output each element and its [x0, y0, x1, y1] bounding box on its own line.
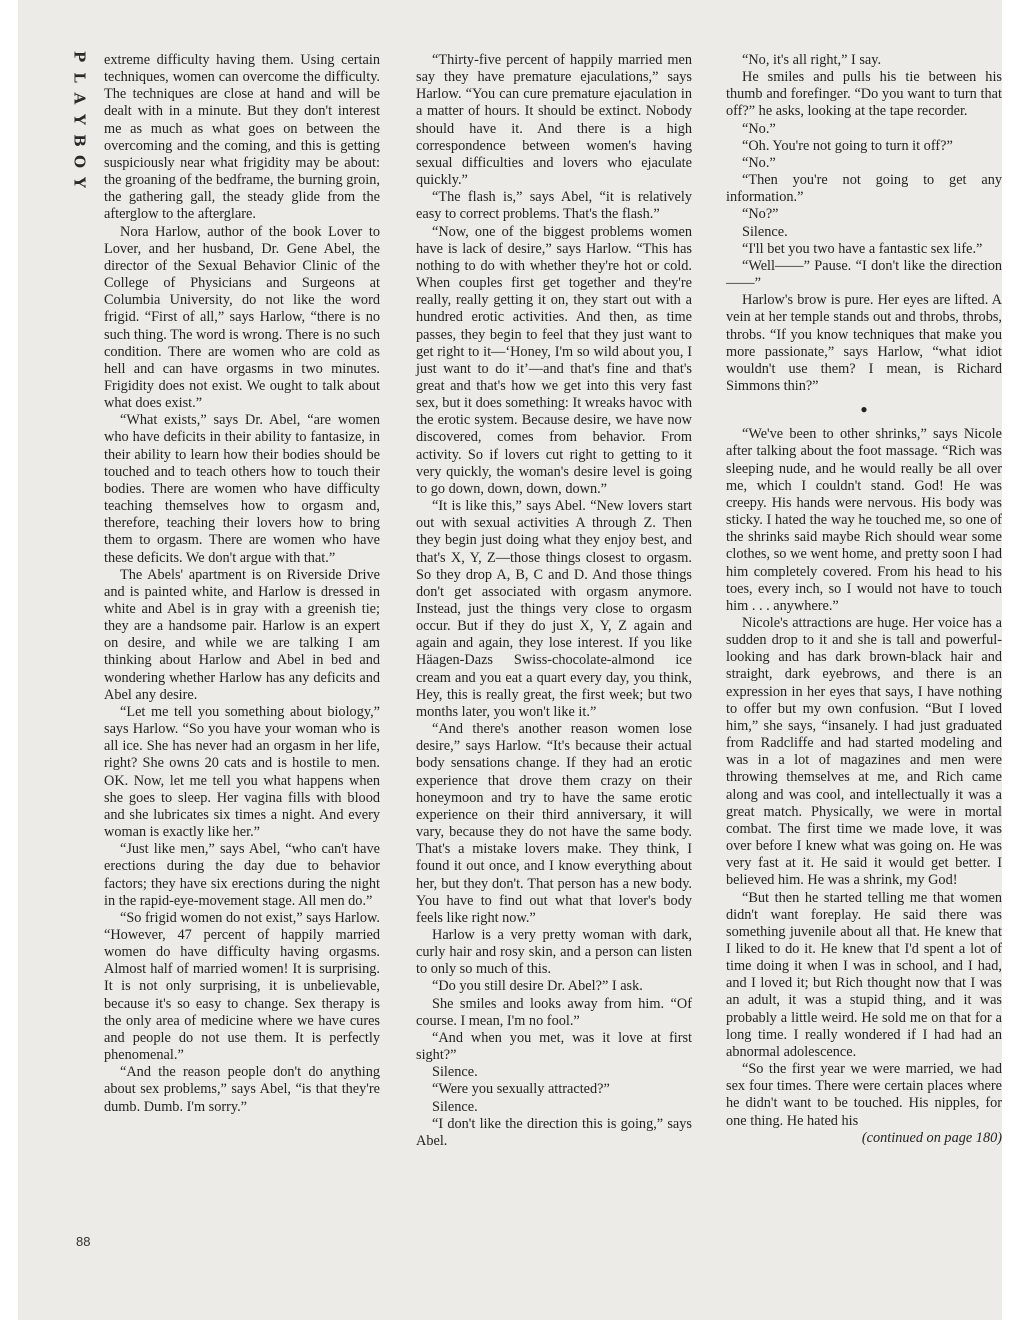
paragraph: “Thirty-five percent of happily married men say they have premature ejaculations,” says Harlow. “You can cure premature ejaculation in a matter of hours. It should be extinct. Nobody should have it. And there is a high correspondence between women's having sexual difficulties and lovers who ejaculate quickly.”: [416, 52, 692, 189]
paragraph: extreme difficulty having them. Using certain techniques, women can overcome the difficulty. The techniques are close at hand and will be dealt with in a minute. But they don't interest me as much as what goes on between the overcoming and the coming, and this is getting suspiciously near what frigidity may be about: the groaning of the bedframe, the burning groin, the gathering gall, the steady glide from the afterglow to the afterglare.: [104, 52, 380, 223]
paragraph: “And the reason people don't do anything about sex problems,” says Abel, “is that they're dumb. Dumb. I'm sorry.”: [104, 1064, 380, 1115]
paragraph: Nicole's attractions are huge. Her voice has a sudden drop to it and she is tall and powerful-looking and has dark brown-black hair and straight, dark eyebrows, and there is an expression in her eyes that says, I have nothing to offer but my own confusion. “But I loved him,” she says, “insanely. I had just graduated from Radcliffe and had started modeling and was in a lot of magazines and men were throwing themselves at me, and Rich came along and was cool, and intellectually it was a great match. Physically, we were in mortal combat. The first time we made love, it was over before I knew what was going on. He was very fast at it. He said it would get better. I believed him. He was a shrink, my God!: [726, 615, 1002, 889]
paragraph: “The flash is,” says Abel, “it is relatively easy to correct problems. That's the flash.”: [416, 189, 692, 223]
paragraph: Harlow is a very pretty woman with dark, curly hair and rosy skin, and a person can listen to only so much of this.: [416, 926, 692, 978]
paragraph: Silence.: [742, 223, 788, 240]
paragraph: She smiles and looks away from him. “Of course. I mean, I'm no fool.”: [416, 995, 692, 1029]
paragraph: Silence.: [432, 1064, 478, 1081]
section-break-dot: ●: [860, 402, 868, 417]
paragraph: “Then you're not going to get any information.”: [726, 172, 1002, 206]
text-column-2: [416, 52, 692, 1150]
paragraph: He smiles and pulls his tie between his thumb and forefinger. “Do you want to turn that off?” he asks, looking at the tape recorder.: [726, 69, 1002, 120]
paragraph: “Well——” Pause. “I don't like the direction——”: [726, 257, 1002, 292]
paragraph: “So the first year we were married, we had sex four times. There were certain places where he didn't want to be touched. His nipples, for one thing. He hated his: [726, 1061, 1002, 1129]
paragraph: Harlow's brow is pure. Her eyes are lifted. A vein at her temple stands out and throbs, throbs, throbs. “If you know techniques that make you more passionate,” says Harlow, “what idiot wouldn't use them? I mean, is Richard Simmons thin?”: [726, 292, 1002, 394]
text-column-3: [726, 52, 1002, 1147]
paragraph: “What exists,” says Dr. Abel, “are women who have deficits in their ability to fantasize, in their ability to learn how their bodies should be touched and to teach others how to touch their bodies. There are women who have difficulty teaching themselves how to orgasm and, therefore, teaching their lovers how to bring them to orgasm. There are women who have these deficits. We don't argue with that.”: [104, 412, 380, 566]
magazine-page: [18, 0, 1002, 1320]
paragraph: “I'll bet you two have a fantastic sex life.”: [742, 240, 983, 257]
paragraph: “No.”: [742, 154, 776, 171]
paragraph: “So frigid women do not exist,” says Harlow. “However, 47 percent of happily married women do have difficulty having orgasms. Almost half of married women! It is surprising. It is not only surprising, it is unbelievable, because it's so easy to change. Sex therapy is the only area of medicine where we have cures and people do not use them. It is perfectly phenomenal.”: [104, 909, 380, 1064]
paragraph: Nora Harlow, author of the book Lover to Lover, and her husband, Dr. Gene Abel, the director of the Sexual Behavior Clinic of the College of Physicians and Surgeons at Columbia University, do not like the word frigid. “First of all,” says Harlow, “there is no such thing. The word is wrong. There is no such condition. There are women who are cold as hell and can have orgasms in two minutes. Frigidity does not exist. We ought to talk about what does exist.”: [104, 223, 380, 412]
paragraph: “No.”: [742, 120, 776, 137]
paragraph: “Were you sexually attracted?”: [432, 1081, 610, 1098]
paragraph: “Now, one of the biggest problems women have is lack of desire,” says Harlow. “This has nothing to do with whether they're hot or cold. When couples first get together and they're really, really getting it on, they start out with a hundred erotic activities. And then, as time passes, they begin to feel that they just want to get right to it—‘Honey, I'm so wild about you, I just want to do it’—and that's fine and that's great and that's how we get into this very fast sex, but it does something: It wreaks havoc with the erotic system. Because desire, we have now discovered, comes from behavior. From activity. So if lovers cut right to getting to it very quickly, the woman's desire level is going to go down, down, down, down.”: [416, 223, 692, 497]
page-number: 88: [76, 1234, 91, 1249]
paragraph: “Let me tell you something about biology,” says Harlow. “So you have your woman who is all ice. She has never had an orgasm in her life, right? She owns 20 cats and is hostile to men. OK. Now, let me tell you what happens when she goes to sleep. Her vagina fills with blood and she lubricates six times a night. And every woman is exactly like her.”: [104, 703, 380, 841]
paragraph: “We've been to other shrinks,” says Nicole after talking about the foot massage. “Rich was sleeping nude, and he would really be all over me, which I couldn't stand. God! He was creepy. His hands were nervous. His body was sticky. I hated the way he touched me, so one of the shrinks said maybe Rich should wear some clothes, so we went home, and pretty soon I had him completely covered. From his head to his toes, every inch, so I would not have to touch him . . . anywhere.”: [726, 426, 1002, 614]
paragraph: “And when you met, was it love at first sight?”: [416, 1029, 692, 1064]
paragraph: “No?”: [742, 206, 779, 223]
text-column-1: [104, 52, 380, 1116]
paragraph: The Abels' apartment is on Riverside Drive and is painted white, and Harlow is dressed in white and Abel is in gray with a greenish tie; they are a handsome pair. Harlow is an expert on desire, and while we are talking I am thinking about Harlow and Abel in bed and wondering whether Harlow has any deficits and Abel any desire.: [104, 566, 380, 703]
masthead-vertical: P L A Y B O Y: [70, 50, 89, 188]
paragraph: “It is like this,” says Abel. “New lovers start out with sexual activities A through Z. Then they begin just doing what they enjoy best, and that's X, Y, Z—those things closest to orgasm. So they drop A, B, C and D. And those things don't get associated with orgasm anymore. Instead, just the things very close to orgasm occur. But if they do just X, Y, Z again and again and again, they lose interest. If you like Häagen-Dazs Swiss-chocolate-almond ice cream and you eat a quart every day, you think, Hey, this is really great, the first week; but two months later, you won't like it.”: [416, 498, 692, 720]
paragraph: “Oh. You're not going to turn it off?”: [742, 137, 953, 154]
paragraph: “Do you still desire Dr. Abel?” I ask.: [432, 978, 643, 995]
paragraph: “No, it's all right,” I say.: [742, 52, 882, 68]
paragraph: “I don't like the direction this is going,” says Abel.: [416, 1115, 692, 1149]
continued-note: (continued on page 180): [861, 1129, 1002, 1146]
paragraph: “Just like men,” says Abel, “who can't have erections during the day due to behavior factors; they have six erections during the night in the rapid-eye-movement stage. All men do.”: [104, 841, 380, 909]
paragraph: Silence.: [432, 1098, 478, 1115]
paragraph: “But then he started telling me that women didn't want foreplay. He said there was something juvenile about all that. He knew that I liked to do it. He knew that I'd spent a lot of time doing it when I was in school, and I had, and I loved it; but Rich thought now that I was an adult, it was a stupid thing, and it was probably a little weird. He sold me on that for a long time. I really wondered if I had had an abnormal adolescence.: [726, 889, 1002, 1060]
paragraph: “And there's another reason women lose desire,” says Harlow. “It's because their actual body sensations change. If they had an erotic experience that drove them crazy on their honeymoon and try to have the same erotic experience on their third anniversary, it will vary, because they do not have the same body. That's a mistake lovers make. They think, I found it out once, and I know everything about her, but they don't. That person has a new body. You have to find out what that lover's body feels like right now.”: [416, 721, 692, 926]
